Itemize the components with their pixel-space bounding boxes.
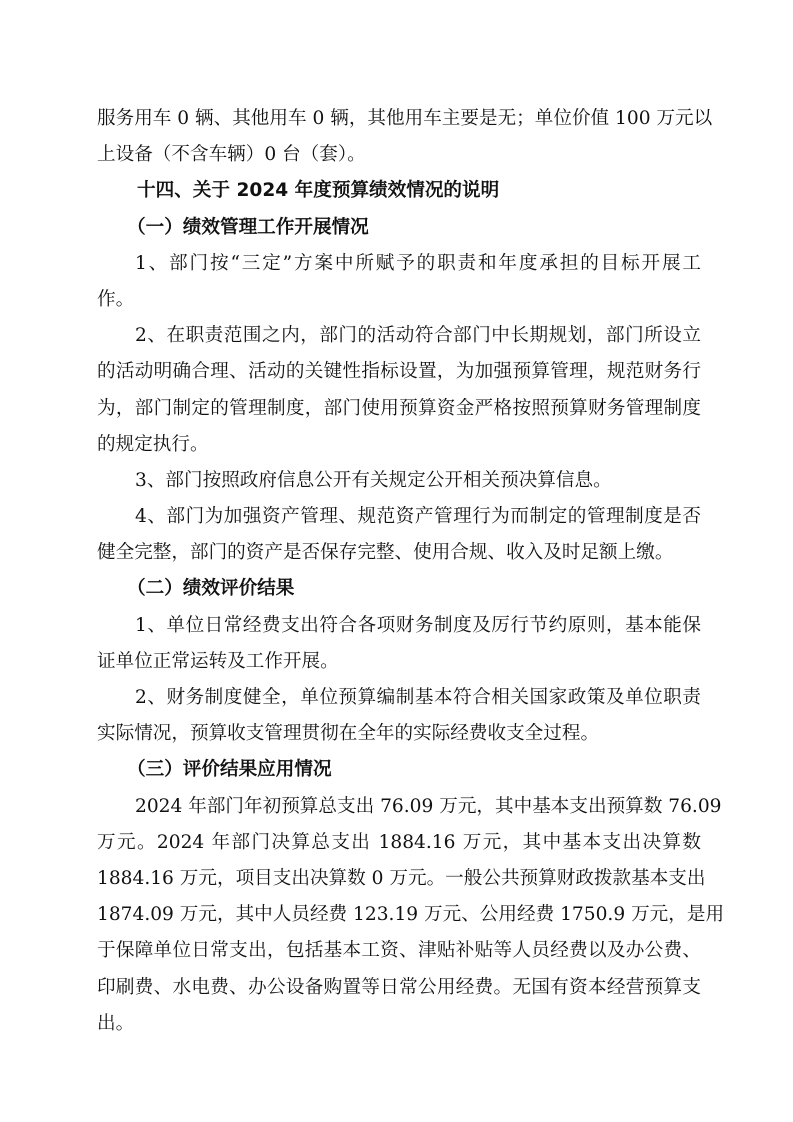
paragraph: [97, 246, 701, 318]
subsection-heading: [97, 210, 701, 246]
text-line: 为，部门制定的管理制度，部门使用预算资金严格按照预算财务管理制度: [97, 397, 701, 419]
text-line: 十四、关于 2024 年度预算绩效情况的说明: [137, 180, 500, 202]
paragraph: [97, 789, 725, 1042]
text-line: 万元。2024 年部门决算总支出 1884.16 万元，其中基本支出决算数: [97, 831, 701, 853]
text-line: 2024 年部门年初预算总支出 76.09 万元，其中基本支出预算数 76.09: [135, 795, 722, 817]
paragraph: [97, 680, 701, 752]
document-page: [97, 101, 725, 1042]
subsection-heading: [97, 571, 701, 607]
text-line: 1、部门按“三定”方案中所赋予的职责和年度承担的目标开展工: [135, 252, 701, 274]
paragraph: [97, 318, 701, 463]
text-line: 3、部门按照政府信息公开有关规定公开相关预决算信息。: [135, 469, 612, 491]
text-line: 出。: [97, 1012, 135, 1034]
text-line: 1、单位日常经费支出符合各项财务制度及厉行节约原则，基本能保: [135, 614, 701, 636]
text-line: 1884.16 万元，项目支出决算数 0 万元。一般公共预算财政拨款基本支出: [97, 867, 706, 889]
text-line: 健全完整，部门的资产是否保存完整、使用合规、收入及时足额上缴。: [97, 542, 674, 564]
text-line: 作。: [97, 288, 135, 310]
text-line: 服务用车 0 辆、其他用车 0 辆，其他用车主要是无；单位价值 100 万元以: [97, 108, 713, 129]
text-line: 上设备（不含车辆）0 台（套）。: [97, 144, 366, 166]
text-line: 的规定执行。: [97, 433, 209, 455]
text-line: （三）评价结果应用情况: [127, 759, 332, 781]
text-line: （二）绩效评价结果: [127, 578, 295, 600]
text-line: 的活动明确合理、活动的关键性指标设置，为加强预算管理，规范财务行: [97, 361, 701, 383]
paragraph: [97, 463, 701, 499]
section-heading: [97, 173, 701, 209]
text-line: 印刷费、水电费、办公设备购置等日常公用经费。无国有资本经营预算支: [97, 976, 701, 998]
text-line: 2、财务制度健全，单位预算编制基本符合相关国家政策及单位职责: [135, 687, 701, 708]
paragraph: [97, 101, 713, 173]
text-line: 2、在职责范围之内，部门的活动符合部门中长期规划，部门所设立: [135, 325, 701, 347]
text-line: （一）绩效管理工作开展情况: [127, 216, 369, 238]
text-line: 4、部门为加强资产管理、规范资产管理行为而制定的管理制度是否: [135, 506, 701, 528]
text-line: 实际情况，预算收支管理贯彻在全年的实际经费收支全过程。: [97, 723, 600, 745]
text-line: 于保障单位日常支出，包括基本工资、津贴补贴等人员经费以及办公费、: [97, 940, 701, 962]
paragraph: [97, 608, 701, 680]
paragraph: [97, 499, 701, 571]
subsection-heading: [97, 752, 701, 788]
text-line: 证单位正常运转及工作开展。: [97, 650, 339, 672]
text-line: 1874.09 万元，其中人员经费 123.19 万元、公用经费 1750.9 万元，是用: [97, 904, 725, 926]
